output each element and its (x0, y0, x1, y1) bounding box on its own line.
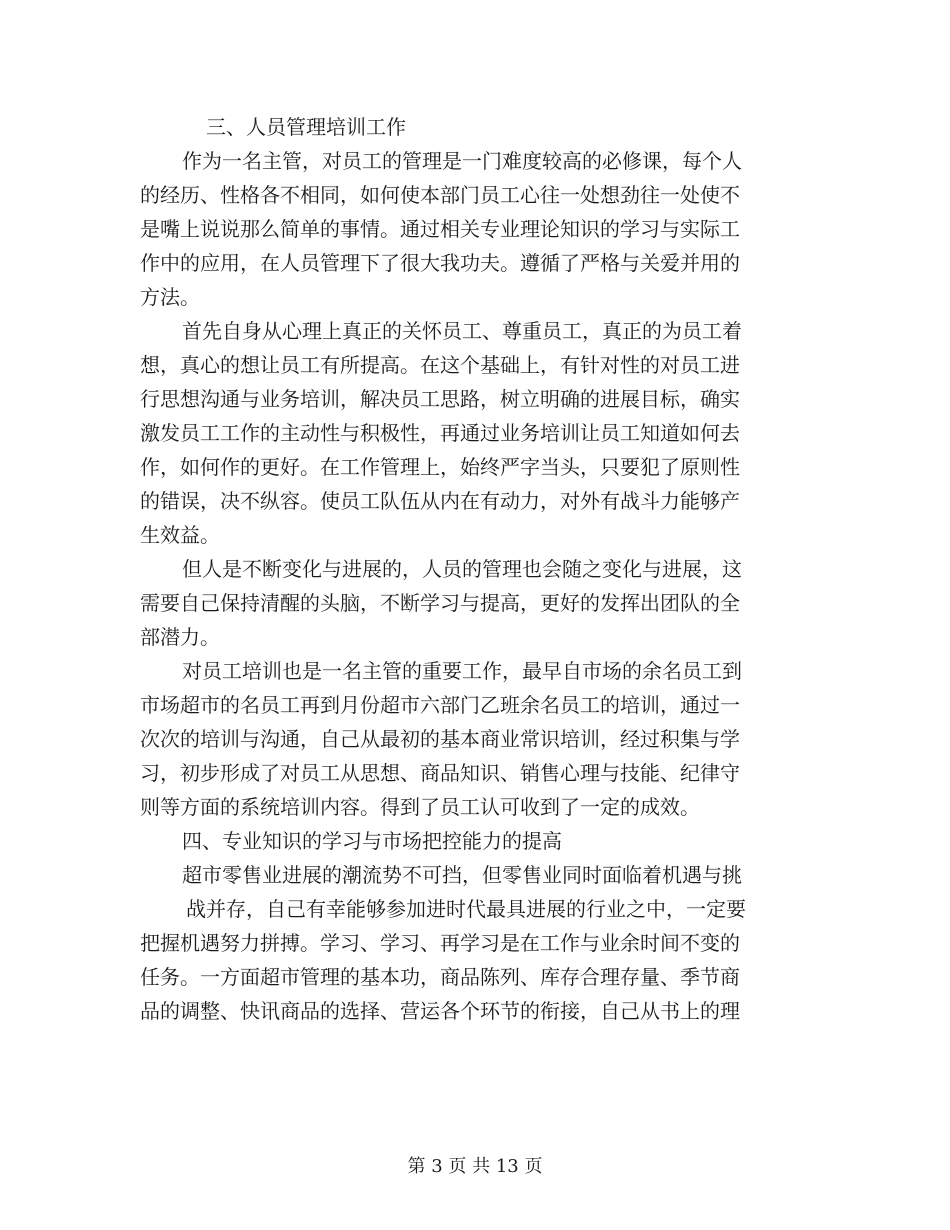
text-line: 作为一名主管，对员工的管理是一门难度较高的必修课，每个人 (182, 149, 742, 173)
text-line: 想，真心的想让员工有所提高。在这个基础上，有针对性的对员工进 (140, 353, 740, 377)
document-body (140, 110, 800, 1028)
text-line: 次次的培训与沟通，自己从最初的基本商业常识培训，经过积集与学 (140, 727, 740, 751)
text-line: 生效益。 (140, 523, 220, 547)
text-line: 则等方面的系统培训内容。得到了员工认可收到了一定的成效。 (140, 795, 700, 819)
text-line: 市场超市的名员工再到月份超市六部门乙班余名员工的培训，通过一 (140, 693, 740, 717)
text-line: 但人是不断变化与进展的，人员的管理也会随之变化与进展，这 (182, 557, 742, 581)
text-line: 作中的应用，在人员管理下了很大我功夫。遵循了严格与关爱并用的 (140, 251, 740, 275)
text-line: 作，如何作的更好。在工作管理上，始终严字当头，只要犯了原则性 (140, 455, 740, 479)
text-line: 方法。 (140, 285, 200, 309)
text-line: 行思想沟通与业务培训，解决员工思路，树立明确的进展目标，确实 (140, 387, 740, 411)
text-line: 激发员工工作的主动性与积极性，再通过业务培训让员工知道如何去 (140, 421, 740, 445)
text-line: 把握机遇努力拼搏。学习、学习、再学习是在工作与业余时间不变的 (140, 931, 740, 955)
page-number-footer: 第 3 页 共 13 页 (407, 1156, 543, 1177)
text-line: 的经历、性格各不相同，如何使本部门员工心往一处想劲往一处使不 (140, 183, 740, 207)
text-line: 需要自己保持清醒的头脑，不断学习与提高，更好的发挥出团队的全 (140, 591, 740, 615)
text-line: 任务。一方面超市管理的基本功，商品陈列、库存合理存量、季节商 (140, 965, 740, 989)
text-line: 习，初步形成了对员工从思想、商品知识、销售心理与技能、纪律守 (140, 761, 740, 785)
section-heading-3: 三、人员管理培训工作 (186, 115, 406, 139)
text-line: 的错误，决不纵容。使员工队伍从内在有动力，对外有战斗力能够产 (140, 489, 740, 513)
text-line: 对员工培训也是一名主管的重要工作，最早自市场的余名员工到 (182, 659, 742, 683)
text-line: 是嘴上说说那么简单的事情。通过相关专业理论知识的学习与实际工 (140, 217, 740, 241)
text-line: 首先自身从心理上真正的关怀员工、尊重员工，真正的为员工着 (182, 319, 742, 343)
text-line: 品的调整、快讯商品的选择、营运各个环节的衔接，自己从书上的理 (140, 999, 740, 1023)
section-heading-4: 四、专业知识的学习与市场把控能力的提高 (182, 829, 562, 853)
text-line: 部潜力。 (140, 625, 220, 649)
text-line: 超市零售业进展的潮流势不可挡，但零售业同时面临着机遇与挑 (182, 863, 742, 887)
text-line: 战并存，自己有幸能够参加进时代最具进展的行业之中，一定要 (186, 897, 746, 921)
